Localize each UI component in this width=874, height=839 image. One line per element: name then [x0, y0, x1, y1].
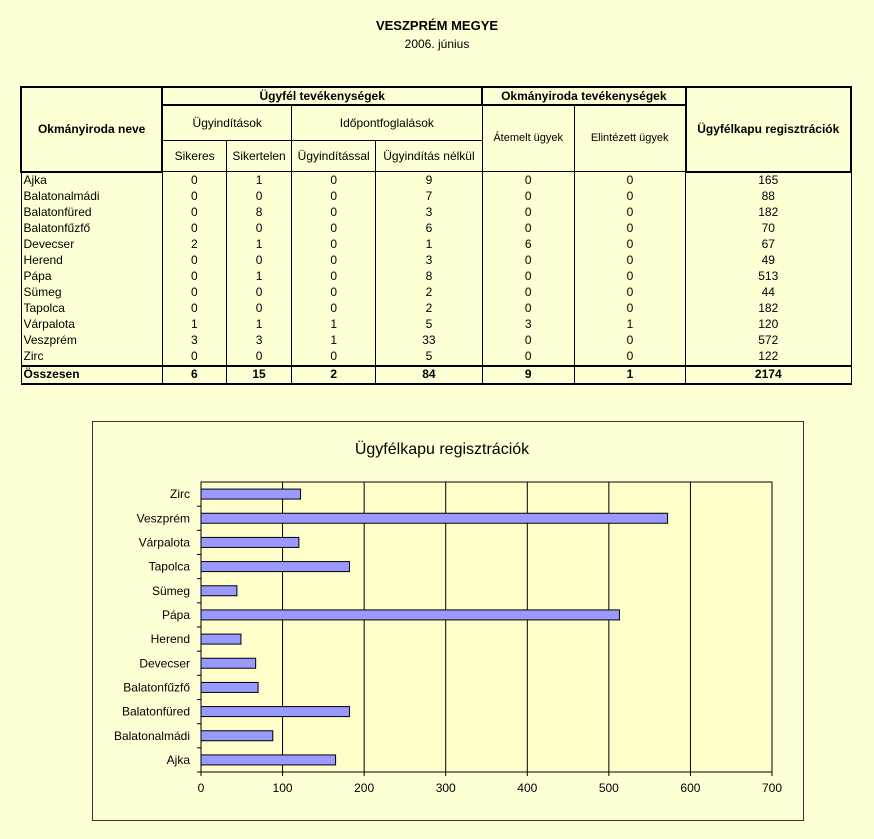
- value-cell: 0: [162, 189, 226, 205]
- value-cell: 70: [686, 221, 851, 237]
- category-label: Herend: [150, 632, 190, 647]
- value-cell: 0: [482, 269, 574, 285]
- table-row: [21, 189, 851, 205]
- value-cell: 0: [482, 253, 574, 269]
- table-row: [21, 301, 851, 317]
- value-cell: 2: [292, 366, 376, 384]
- bar-chart: [93, 422, 803, 820]
- value-cell: 120: [686, 317, 851, 333]
- category-label: Sümeg: [151, 583, 190, 598]
- data-table: [20, 86, 852, 385]
- col-header-name: Okmányiroda neve: [21, 87, 162, 172]
- bar-4: [201, 658, 256, 668]
- page-title: VESZPRÉM MEGYE: [375, 18, 499, 33]
- bar-3: [201, 682, 258, 692]
- col-header-ugyinditassal: Ügyindítással: [292, 141, 376, 172]
- table-row: [21, 221, 851, 237]
- value-cell: 3: [482, 317, 574, 333]
- value-cell: 67: [686, 237, 851, 253]
- value-cell: 0: [574, 253, 685, 269]
- category-label: Zirc: [170, 487, 190, 502]
- bar-7: [201, 586, 237, 596]
- value-cell: 182: [686, 205, 851, 221]
- value-cell: 1: [574, 366, 685, 384]
- value-cell: 1: [162, 317, 226, 333]
- value-cell: 0: [574, 205, 685, 221]
- value-cell: 0: [574, 349, 685, 366]
- table-row: [21, 317, 851, 333]
- category-label: Devecser: [139, 656, 190, 671]
- value-cell: 0: [574, 172, 685, 189]
- table-row: [21, 253, 851, 269]
- x-tick-label: 300: [435, 781, 456, 795]
- office-name-cell: Ajka: [21, 172, 162, 189]
- value-cell: 0: [292, 349, 376, 366]
- value-cell: 3: [162, 333, 226, 349]
- x-tick-label: 400: [517, 781, 538, 795]
- value-cell: 2: [162, 237, 226, 253]
- bar-10: [201, 513, 668, 523]
- value-cell: 1: [226, 269, 291, 285]
- value-cell: 0: [292, 285, 376, 301]
- page-subtitle: 2006. június: [404, 37, 470, 51]
- value-cell: 0: [574, 333, 685, 349]
- value-cell: 0: [226, 301, 291, 317]
- value-cell: 1: [574, 317, 685, 333]
- table-total-row: [21, 366, 851, 384]
- table-row: [21, 333, 851, 349]
- value-cell: 84: [376, 366, 482, 384]
- value-cell: 6: [162, 366, 226, 384]
- value-cell: 0: [226, 349, 291, 366]
- office-name-cell: Sümeg: [21, 285, 162, 301]
- office-name-cell: Várpalota: [21, 317, 162, 333]
- value-cell: 0: [226, 253, 291, 269]
- bar-9: [201, 537, 299, 547]
- col-header-atemelt: Átemelt ügyek: [482, 105, 574, 172]
- value-cell: 165: [686, 172, 851, 189]
- col-header-ugyinditas-nelkul: Ügyindítás nélkül: [376, 141, 482, 172]
- sub-header-ugyinditasok: Ügyindítások: [162, 105, 291, 141]
- group-header-ugyfel: Ügyfél tevékenységek: [162, 87, 482, 105]
- category-labels: [114, 487, 201, 772]
- bar-8: [201, 562, 349, 572]
- office-name-cell: Devecser: [21, 237, 162, 253]
- value-cell: 1: [376, 237, 482, 253]
- value-cell: 49: [686, 253, 851, 269]
- group-header-okmany: Okmányiroda tevékenységek: [482, 87, 685, 105]
- value-cell: 0: [292, 172, 376, 189]
- table-row: [21, 172, 851, 189]
- office-name-cell: Balatonfűzfő: [21, 221, 162, 237]
- x-tick-label: 0: [197, 781, 205, 795]
- category-label: Veszprém: [136, 511, 190, 526]
- value-cell: 0: [292, 205, 376, 221]
- value-cell: 1: [226, 317, 291, 333]
- table-row: [21, 269, 851, 285]
- bar-1: [201, 731, 273, 741]
- value-cell: 33: [376, 333, 482, 349]
- bar-6: [201, 610, 619, 620]
- value-cell: 0: [162, 285, 226, 301]
- bar-0: [201, 755, 336, 765]
- bar-2: [201, 707, 349, 717]
- value-cell: 0: [226, 285, 291, 301]
- table-body: [21, 172, 851, 384]
- x-tick-label: 700: [761, 781, 783, 795]
- value-cell: 0: [482, 172, 574, 189]
- value-cell: 44: [686, 285, 851, 301]
- value-cell: 9: [482, 366, 574, 384]
- category-label: Ajka: [166, 752, 190, 767]
- value-cell: 8: [376, 269, 482, 285]
- value-cell: 3: [376, 253, 482, 269]
- bar-5: [201, 634, 241, 644]
- value-cell: 5: [376, 317, 482, 333]
- category-label: Várpalota: [138, 535, 190, 550]
- table-row: [21, 285, 851, 301]
- value-cell: 5: [376, 349, 482, 366]
- plot-area: [201, 482, 772, 772]
- col-header-ugyfelkapu: Ügyfélkapu regisztrációk: [686, 87, 851, 172]
- x-tick-labels: [198, 781, 783, 795]
- col-header-sikeres: Sikeres: [162, 141, 226, 172]
- bar-11: [201, 489, 301, 499]
- chart-title: Ügyfélkapu regisztrációk: [354, 441, 530, 458]
- category-label: Tapolca: [148, 559, 190, 574]
- value-cell: 572: [686, 333, 851, 349]
- value-cell: 0: [482, 285, 574, 301]
- value-cell: 0: [482, 349, 574, 366]
- value-cell: 0: [162, 269, 226, 285]
- value-cell: 3: [226, 333, 291, 349]
- value-cell: 182: [686, 301, 851, 317]
- value-cell: 0: [482, 333, 574, 349]
- office-name-cell: Herend: [21, 253, 162, 269]
- office-name-cell: Tapolca: [21, 301, 162, 317]
- value-cell: 0: [292, 221, 376, 237]
- value-cell: 0: [162, 301, 226, 317]
- value-cell: 0: [162, 205, 226, 221]
- value-cell: 0: [574, 221, 685, 237]
- value-cell: 9: [376, 172, 482, 189]
- office-name-cell: Veszprém: [21, 333, 162, 349]
- value-cell: 1: [292, 333, 376, 349]
- category-label: Balatonfüred: [121, 704, 190, 719]
- value-cell: 0: [292, 189, 376, 205]
- office-name-cell: Pápa: [21, 269, 162, 285]
- value-cell: 2: [376, 301, 482, 317]
- value-cell: 0: [574, 189, 685, 205]
- value-cell: 1: [226, 237, 291, 253]
- value-cell: 0: [292, 253, 376, 269]
- value-cell: 0: [292, 237, 376, 253]
- value-cell: 1: [226, 172, 291, 189]
- category-label: Balatonalmádi: [113, 728, 190, 743]
- value-cell: 7: [376, 189, 482, 205]
- office-name-cell: Összesen: [21, 366, 162, 384]
- x-tick-label: 100: [272, 781, 293, 795]
- x-tick-label: 200: [354, 781, 375, 795]
- office-name-cell: Zirc: [21, 349, 162, 366]
- value-cell: 0: [482, 221, 574, 237]
- value-cell: 0: [574, 237, 685, 253]
- value-cell: 0: [162, 349, 226, 366]
- col-header-sikertelen: Sikertelen: [226, 141, 291, 172]
- value-cell: 513: [686, 269, 851, 285]
- value-cell: 3: [376, 205, 482, 221]
- table-row: [21, 205, 851, 221]
- value-cell: 88: [686, 189, 851, 205]
- value-cell: 0: [482, 301, 574, 317]
- value-cell: 2: [376, 285, 482, 301]
- value-cell: 1: [292, 317, 376, 333]
- value-cell: 15: [226, 366, 291, 384]
- value-cell: 0: [482, 205, 574, 221]
- table-row: [21, 237, 851, 253]
- value-cell: 0: [292, 301, 376, 317]
- value-cell: 0: [292, 269, 376, 285]
- value-cell: 0: [482, 189, 574, 205]
- value-cell: 0: [226, 189, 291, 205]
- value-cell: 122: [686, 349, 851, 366]
- x-tick-label: 500: [598, 781, 619, 795]
- category-label: Pápa: [161, 607, 190, 622]
- col-header-elintezett: Elintézett ügyek: [574, 105, 685, 172]
- value-cell: 0: [162, 221, 226, 237]
- value-cell: 0: [162, 172, 226, 189]
- table-row: [21, 349, 851, 366]
- value-cell: 0: [574, 285, 685, 301]
- office-name-cell: Balatonalmádi: [21, 189, 162, 205]
- x-tick-label: 600: [680, 781, 701, 795]
- category-label: Balatonfűzfő: [123, 680, 190, 695]
- value-cell: 8: [226, 205, 291, 221]
- value-cell: 6: [482, 237, 574, 253]
- value-cell: 0: [574, 301, 685, 317]
- chart-panel: [92, 421, 804, 821]
- value-cell: 0: [574, 269, 685, 285]
- value-cell: 0: [226, 221, 291, 237]
- sub-header-idopont: Időpontfoglalások: [292, 105, 482, 141]
- office-name-cell: Balatonfüred: [21, 205, 162, 221]
- value-cell: 2174: [686, 366, 851, 384]
- value-cell: 0: [162, 253, 226, 269]
- value-cell: 6: [376, 221, 482, 237]
